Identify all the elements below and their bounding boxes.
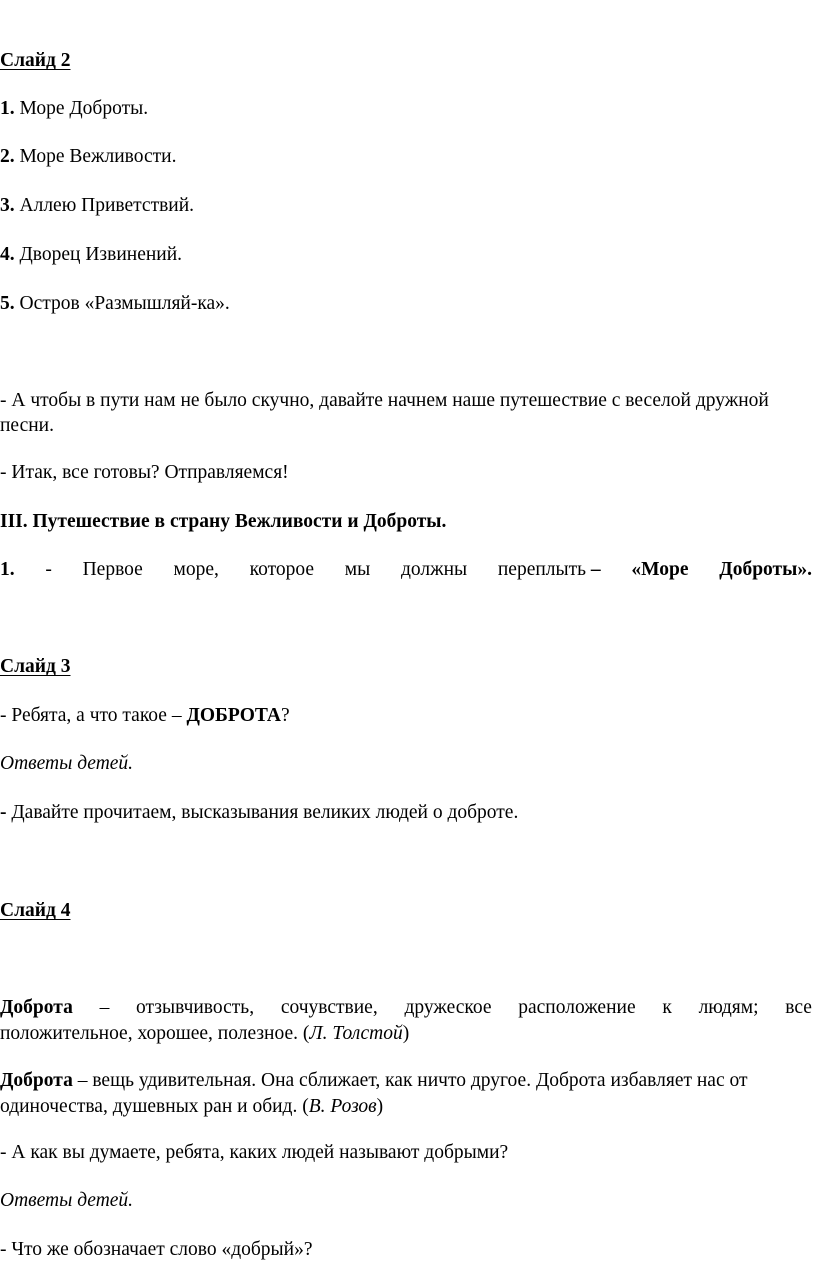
answers-note: Ответы детей. <box>0 753 134 774</box>
list-item-text: Остров «Размышляй-ка». <box>14 293 230 314</box>
first-sea-line <box>0 557 812 583</box>
list-item <box>0 193 194 219</box>
question <box>0 703 290 729</box>
quote-term: Доброта <box>0 1070 73 1091</box>
word <box>498 557 601 583</box>
word: людям; <box>698 997 759 1018</box>
word: дружеское <box>404 997 492 1018</box>
word: сочувствие, <box>280 997 378 1018</box>
question: - А как вы думаете, ребята, каких людей называют добрыми? <box>0 1142 509 1163</box>
list-item-number: 2. <box>0 146 15 167</box>
question-bold: ДОБРОТА <box>186 705 282 726</box>
quote-author: В. Розов <box>308 1096 377 1117</box>
dash: – <box>590 559 601 580</box>
word: море, <box>173 559 219 580</box>
word: отзывчивость, <box>136 997 255 1018</box>
slide-2-title: Слайд 2 <box>0 50 71 71</box>
list-item-number: 5. <box>0 293 15 314</box>
quote-text: положительное, хорошее, полезное. ( <box>0 1023 310 1044</box>
question-suffix: ? <box>281 705 290 726</box>
quote-tolstoy <box>0 995 812 1047</box>
word: к <box>662 997 672 1018</box>
list-item-number: 1. <box>0 559 15 580</box>
list-item <box>0 144 176 170</box>
quote-line <box>0 1094 812 1120</box>
word: – <box>99 997 110 1018</box>
list-item <box>0 291 230 317</box>
answers-note: Ответы детей. <box>0 1190 134 1211</box>
word: расположение <box>518 997 636 1018</box>
quote-text: – вещь удивительная. Она сближает, как ничто другое. Доброта избавляет нас от <box>72 1070 748 1091</box>
word: Первое <box>82 559 143 580</box>
quote-close: ) <box>402 1023 410 1044</box>
paragraph-line: песни. <box>0 415 54 436</box>
list-item <box>0 96 148 122</box>
slide-3-title: Слайд 3 <box>0 656 71 677</box>
word-text: переплыть <box>497 559 587 580</box>
list-item-number: 3. <box>0 195 15 216</box>
quote-line <box>0 995 812 1021</box>
question: - Что же обозначает слово «добрый»? <box>0 1239 313 1260</box>
word: которое <box>249 559 315 580</box>
list-item-text: Море Вежливости. <box>14 146 177 167</box>
list-item-text: Дворец Извинений. <box>14 244 183 265</box>
quote-term: Доброта <box>0 997 73 1018</box>
dash: - <box>0 802 7 823</box>
word: - <box>45 559 52 580</box>
paragraph <box>0 800 518 826</box>
list-item-text: Аллею Приветствий. <box>14 195 195 216</box>
section-heading: III. Путешествие в страну Вежливости и Доброты. <box>0 511 447 532</box>
list-item-number: 1. <box>0 98 15 119</box>
paragraph-text: Давайте прочитаем, высказывания великих людей о доброте. <box>6 802 519 823</box>
slide-4-title: Слайд 4 <box>0 900 71 921</box>
word: мы <box>344 559 371 580</box>
paragraph-line: - А чтобы в пути нам не было скучно, давайте начнем наше путешествие с веселой дружной <box>0 390 769 411</box>
bold-word: «Море <box>631 559 689 580</box>
bold-word: Доброты». <box>719 559 812 580</box>
question-prefix: - Ребята, а что такое – <box>0 705 187 726</box>
quote-rozov <box>0 1068 812 1120</box>
list-item-number: 4. <box>0 244 15 265</box>
list-item-text: Море Доброты. <box>14 98 149 119</box>
quote-author: Л. Толстой <box>309 1023 403 1044</box>
quote-line <box>0 1068 812 1094</box>
quote-line <box>0 1021 812 1047</box>
paragraph: - Итак, все готовы? Отправляемся! <box>0 462 289 483</box>
quote-close: ) <box>376 1096 384 1117</box>
list-item <box>0 242 182 268</box>
word: все <box>785 997 812 1018</box>
quote-text: одиночества, душевных ран и обид. ( <box>0 1096 309 1117</box>
word: должны <box>400 559 468 580</box>
